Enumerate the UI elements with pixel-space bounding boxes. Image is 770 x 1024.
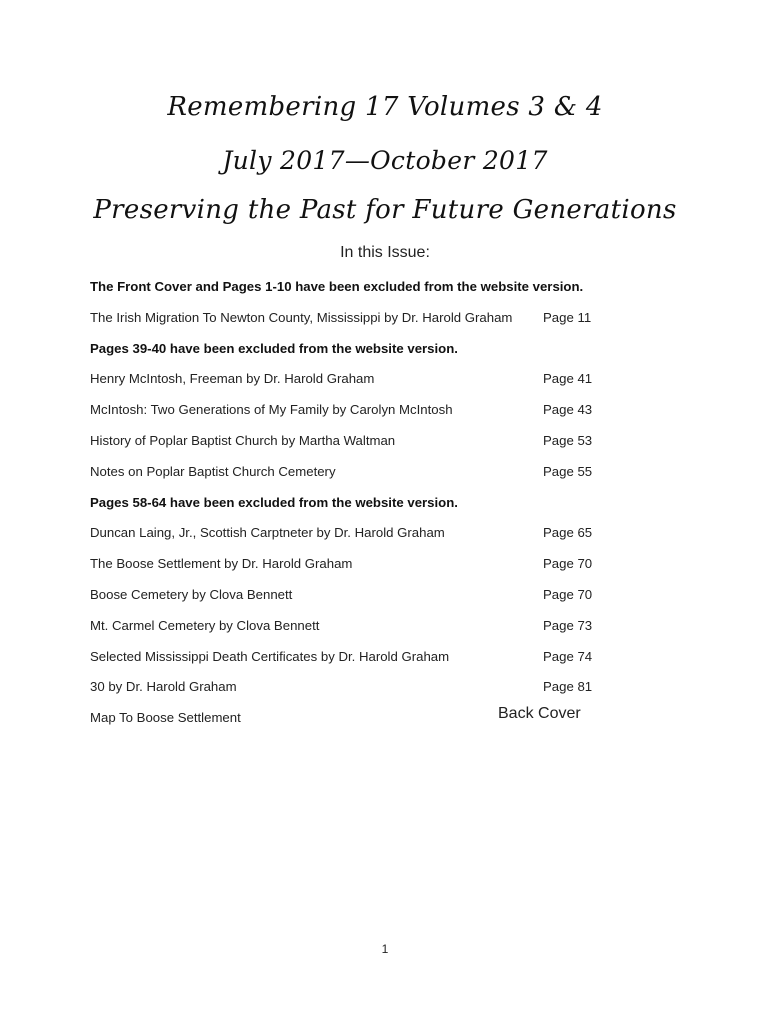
toc-row — [90, 461, 593, 492]
toc-entry-page: Back Cover — [498, 705, 581, 723]
toc-entry-title: 30 by Dr. Harold Graham — [90, 679, 237, 695]
toc-entry-title: Boose Cemetery by Clova Bennett — [90, 586, 293, 602]
toc-row — [90, 646, 593, 677]
toc-entry-title: History of Poplar Baptist Church by Martha Waltman — [90, 432, 396, 448]
toc-row — [90, 399, 593, 430]
page-number: 1 — [381, 942, 389, 956]
toc-entry-page: Page 55 — [543, 463, 593, 479]
toc-entry-page: Page 41 — [543, 371, 593, 387]
toc-exclusion-note — [90, 276, 590, 307]
toc-entry-title: Notes on Poplar Baptist Church Cemetery — [90, 463, 336, 479]
toc-entry-title: Map To Boose Settlement — [90, 710, 241, 726]
table-of-contents — [90, 276, 593, 738]
toc-entry-page: Page 73 — [543, 617, 593, 633]
toc-entry-page: Page 74 — [543, 648, 593, 664]
toc-entry-title: The Front Cover and Pages 1-10 have been excluded from the website version. — [90, 279, 584, 294]
toc-entry-page: Page 53 — [543, 432, 593, 448]
toc-entry-title: McIntosh: Two Generations of My Family by Carolyn McIntosh — [90, 402, 453, 418]
toc-entry-title: The Boose Settlement by Dr. Harold Graham — [90, 556, 353, 572]
toc-row — [90, 307, 590, 338]
toc-entry-page: Page 81 — [543, 679, 593, 695]
toc-row — [90, 522, 593, 553]
toc-row — [90, 368, 593, 399]
title-line-2: July 2017—October 2017 — [222, 146, 548, 175]
toc-entry-title: Selected Mississippi Death Certificates by Dr. Harold Graham — [90, 648, 450, 664]
toc-exclusion-note — [90, 492, 590, 523]
toc-row — [90, 430, 593, 461]
toc-entry-title: Mt. Carmel Cemetery by Clova Bennett — [90, 617, 320, 633]
toc-row — [90, 584, 593, 615]
toc-entry-title: The Irish Migration To Newton County, Mississippi by Dr. Harold Graham — [90, 309, 513, 325]
title-line-3: Preserving the Past for Future Generations — [93, 195, 677, 225]
toc-row — [90, 615, 593, 646]
toc-intro: In this Issue: — [340, 244, 430, 261]
title-line-1: Remembering 17 Volumes 3 & 4 — [167, 92, 603, 122]
toc-entry-page: Page 43 — [543, 402, 593, 418]
toc-entry-page: Page 70 — [543, 556, 593, 572]
toc-exclusion-note — [90, 338, 590, 369]
toc-row — [90, 553, 593, 584]
toc-entry-title: Pages 58-64 have been excluded from the website version. — [90, 494, 458, 510]
toc-entry-title: Pages 39-40 have been excluded from the website version. — [90, 340, 458, 356]
toc-entry-page: Page 70 — [543, 586, 593, 602]
toc-entry-page: Page 11 — [543, 309, 592, 325]
toc-entry-page: Page 65 — [543, 525, 593, 541]
toc-entry-title: Duncan Laing, Jr., Scottish Carptneter by Dr. Harold Graham — [90, 525, 445, 541]
toc-row — [90, 707, 590, 738]
toc-entry-title: Henry McIntosh, Freeman by Dr. Harold Graham — [90, 371, 375, 387]
